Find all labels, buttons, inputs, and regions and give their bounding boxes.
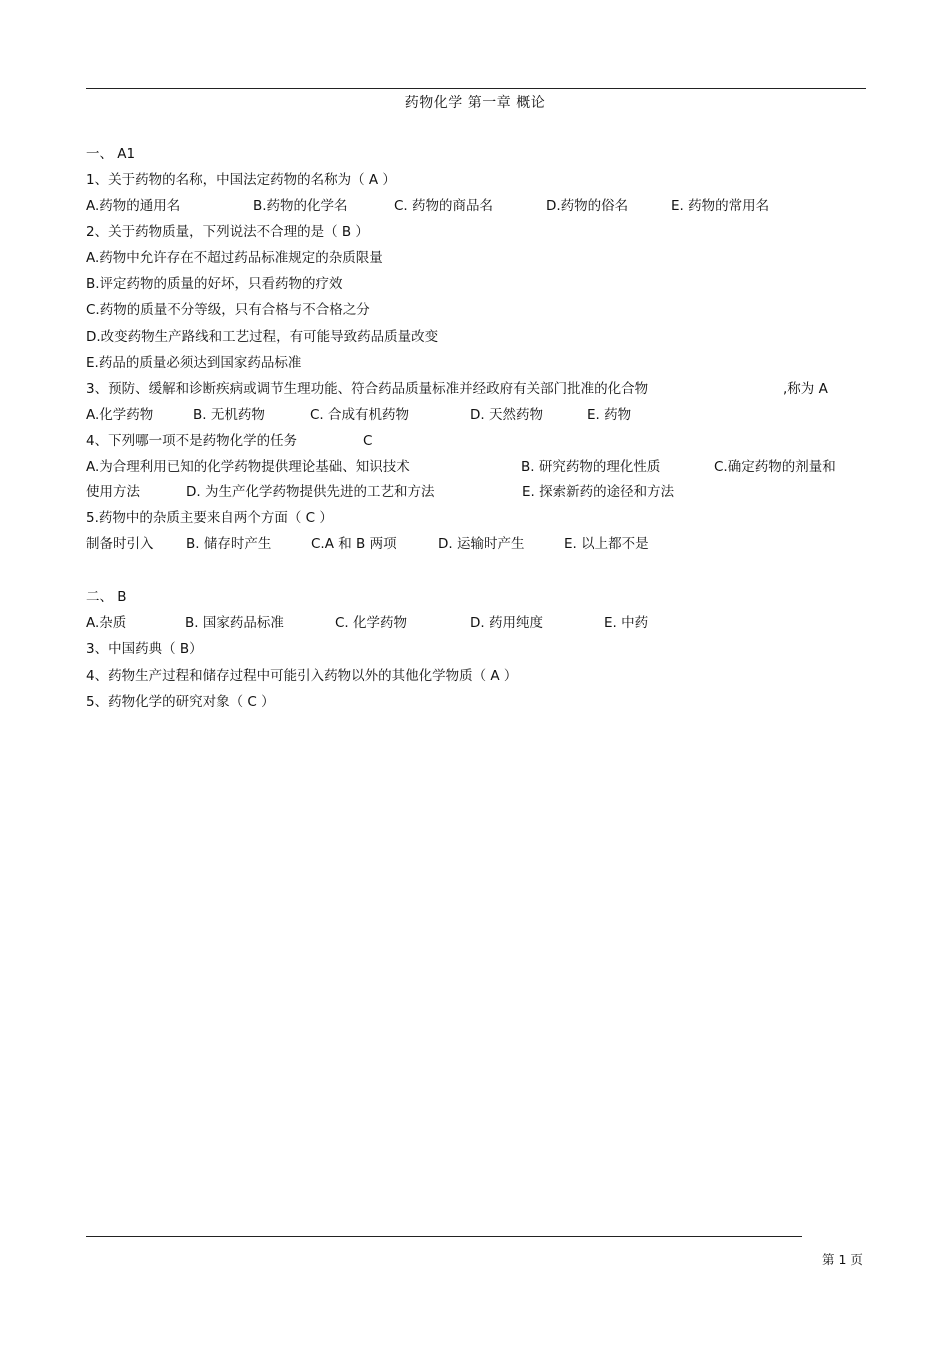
q5-option-d: D. 运输时产生 — [438, 536, 525, 552]
b-q4: 4、药物生产过程和储存过程中可能引入药物以外的其他化学物质（ A ） — [86, 668, 518, 684]
q3-option-c: C. 合成有机药物 — [310, 407, 410, 423]
q2-option-a: A.药物中允许存在不超过药品标准规定的杂质限量 — [86, 250, 383, 266]
q5-option-b: B. 储存时产生 — [186, 536, 272, 552]
q4-option-e: E. 探索新药的途径和方法 — [522, 484, 675, 500]
q1-option-a: A.药物的通用名 — [86, 198, 181, 214]
page-number: 第 1 页 — [822, 1252, 863, 1267]
q5-option-a: 制备时引入 — [86, 536, 154, 552]
q1-option-b: B.药物的化学名 — [253, 198, 348, 214]
q2-option-c: C.药物的质量不分等级，只有合格与不合格之分 — [86, 302, 370, 318]
q4-stem: 4、下列哪一项不是药物化学的任务 — [86, 433, 298, 449]
q3-option-e: E. 药物 — [587, 407, 632, 423]
q2-stem: 2、关于药物质量，下列说法不合理的是（ B ） — [86, 224, 369, 240]
q5-option-e: E. 以上都不是 — [564, 536, 649, 552]
q3-stem: 3、预防、缓解和诊断疾病或调节生理功能、符合药品质量标准并经政府有关部门批准的化合物 — [86, 381, 649, 397]
q1-option-d: D.药物的俗名 — [546, 198, 629, 214]
b-q5: 5、药物化学的研究对象（ C ） — [86, 694, 275, 710]
q4-option-c: C.确定药物的剂量和 — [714, 459, 836, 475]
q1-stem: 1、关于药物的名称，中国法定药物的名称为（ A ） — [86, 172, 396, 188]
section2-heading: 二、 B — [86, 589, 127, 605]
q4-option-a: A.为合理利用已知的化学药物提供理论基础、知识技术 — [86, 459, 410, 475]
q3-option-b: B. 无机药物 — [193, 407, 265, 423]
b-option-b: B. 国家药品标准 — [185, 615, 284, 631]
q5-stem: 5.药物中的杂质主要来自两个方面（ C ） — [86, 510, 333, 526]
q4-answer: C — [363, 433, 373, 449]
q4-option-c-continued: 使用方法 — [86, 484, 140, 500]
page-title: 药物化学 第一章 概论 — [404, 95, 546, 111]
q3-option-a: A.化学药物 — [86, 407, 154, 423]
b-option-c: C. 化学药物 — [335, 615, 408, 631]
footer-rule — [86, 1236, 802, 1237]
q3-answer: ,称为 A — [783, 381, 828, 397]
q1-option-c: C. 药物的商品名 — [394, 198, 494, 214]
q1-option-e: E. 药物的常用名 — [671, 198, 770, 214]
q4-option-b: B. 研究药物的理化性质 — [521, 459, 661, 475]
top-rule — [86, 88, 866, 89]
q3-option-d: D. 天然药物 — [470, 407, 543, 423]
q2-option-e: E.药品的质量必须达到国家药品标准 — [86, 355, 302, 371]
b-option-e: E. 中药 — [604, 615, 649, 631]
q4-option-d: D. 为生产化学药物提供先进的工艺和方法 — [186, 484, 435, 500]
b-q3: 3、中国药典（ B） — [86, 641, 203, 657]
q5-option-c: C.A 和 B 两项 — [311, 536, 397, 552]
b-option-a: A.杂质 — [86, 615, 127, 631]
q2-option-b: B.评定药物的质量的好坏，只看药物的疗效 — [86, 276, 343, 292]
b-option-d: D. 药用纯度 — [470, 615, 543, 631]
q2-option-d: D.改变药物生产路线和工艺过程，有可能导致药品质量改变 — [86, 329, 439, 345]
section1-heading: 一、 A1 — [86, 146, 136, 162]
